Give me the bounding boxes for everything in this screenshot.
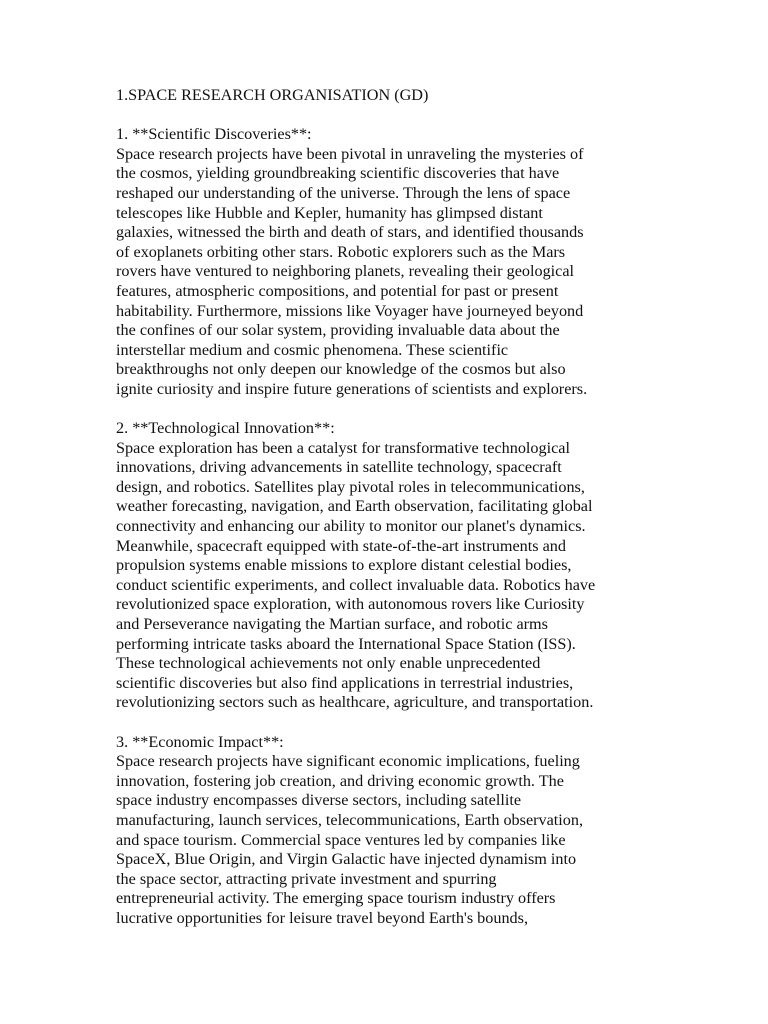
body-line: the cosmos, yielding groundbreaking scientific discoveries that have xyxy=(116,164,560,183)
section-economic-impact xyxy=(116,733,656,929)
body-line: conduct scientific experiments, and collect invaluable data. Robotics have xyxy=(116,575,596,594)
body-line: SpaceX, Blue Origin, and Virgin Galactic have injected dynamism into xyxy=(116,850,577,869)
body-line: revolutionized space exploration, with autonomous rovers like Curiosity xyxy=(116,595,585,614)
body-line: the space sector, attracting private investment and spurring xyxy=(116,869,497,888)
body-line: Space exploration has been a catalyst for transformative technological xyxy=(116,438,570,457)
body-line: and Perseverance navigating the Martian surface, and robotic arms xyxy=(116,615,548,634)
body-line: Space research projects have significant economic implications, fueling xyxy=(116,752,580,771)
section-body xyxy=(116,439,656,713)
body-line: connectivity and enhancing our ability to monitor our planet's dynamics. xyxy=(116,517,586,536)
section-scientific-discoveries xyxy=(116,125,656,399)
body-line: habitability. Furthermore, missions like Voyager have journeyed beyond xyxy=(116,301,584,320)
body-line: revolutionizing sectors such as healthcare, agriculture, and transportation. xyxy=(116,693,594,712)
body-line: rovers have ventured to neighboring planets, revealing their geological xyxy=(116,262,575,281)
document-page xyxy=(116,86,656,948)
body-line: interstellar medium and cosmic phenomena. These scientific xyxy=(116,340,509,359)
body-line: propulsion systems enable missions to explore distant celestial bodies, xyxy=(116,556,572,575)
section-heading: 1. **Scientific Discoveries**: xyxy=(116,125,312,144)
body-line: design, and robotics. Satellites play pivotal roles in telecommunications, xyxy=(116,477,585,496)
body-line: These technological achievements not only enable unprecedented xyxy=(116,654,541,673)
section-heading: 3. **Economic Impact**: xyxy=(116,732,284,751)
body-line: of exoplanets orbiting other stars. Robotic explorers such as the Mars xyxy=(116,242,566,261)
body-line: ignite curiosity and inspire future generations of scientists and explorers. xyxy=(116,379,588,398)
body-line: entrepreneurial activity. The emerging space tourism industry offers xyxy=(116,889,556,908)
body-line: performing intricate tasks aboard the International Space Station (ISS). xyxy=(116,634,576,653)
body-line: innovation, fostering job creation, and driving economic growth. The xyxy=(116,771,564,790)
body-line: weather forecasting, navigation, and Earth observation, facilitating global xyxy=(116,497,593,516)
body-line: innovations, driving advancements in satellite technology, spacecraft xyxy=(116,458,562,477)
body-line: the confines of our solar system, providing invaluable data about the xyxy=(116,321,560,340)
body-line: space industry encompasses diverse sectors, including satellite xyxy=(116,791,522,810)
section-body xyxy=(116,145,656,400)
body-line: lucrative opportunities for leisure travel beyond Earth's bounds, xyxy=(116,908,528,927)
body-line: Space research projects have been pivotal in unraveling the mysteries of xyxy=(116,144,584,163)
body-line: features, atmospheric compositions, and potential for past or present xyxy=(116,281,559,300)
document-title: 1.SPACE RESEARCH ORGANISATION (GD) xyxy=(116,86,429,104)
body-line: Meanwhile, spacecraft equipped with state-of-the-art instruments and xyxy=(116,536,566,555)
body-line: telescopes like Hubble and Kepler, humanity has glimpsed distant xyxy=(116,203,543,222)
section-technological-innovation xyxy=(116,419,656,713)
body-line: scientific discoveries but also find applications in terrestrial industries, xyxy=(116,673,574,692)
body-line: manufacturing, launch services, telecommunications, Earth observation, xyxy=(116,810,584,829)
section-heading: 2. **Technological Innovation**: xyxy=(116,419,335,438)
body-line: and space tourism. Commercial space ventures led by companies like xyxy=(116,830,566,849)
body-line: galaxies, witnessed the birth and death of stars, and identified thousands xyxy=(116,223,584,242)
section-body xyxy=(116,752,656,928)
body-line: reshaped our understanding of the universe. Through the lens of space xyxy=(116,183,571,202)
body-line: breakthroughs not only deepen our knowledge of the cosmos but also xyxy=(116,360,566,379)
